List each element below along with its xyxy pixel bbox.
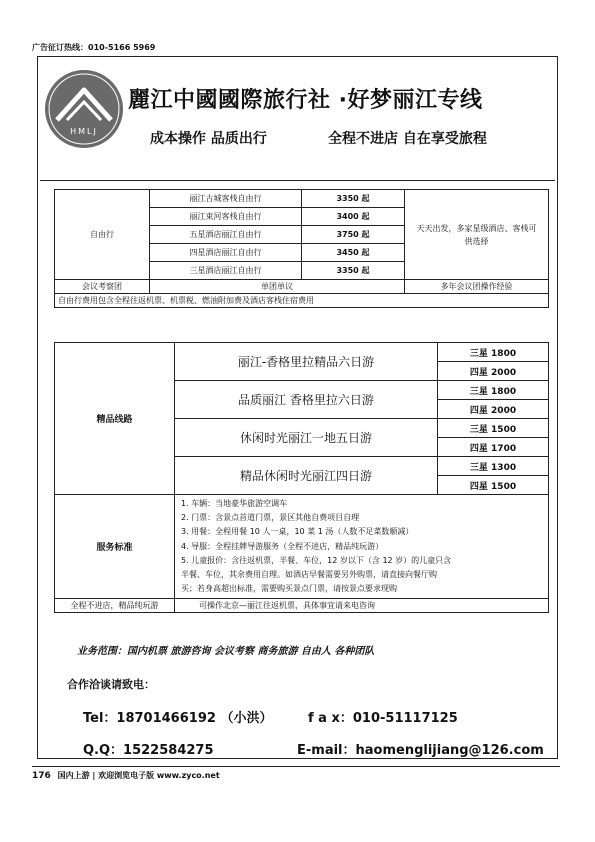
service-list xyxy=(175,495,549,599)
table-row xyxy=(55,294,549,308)
service-item: 4. 导服：全程挂牌导游服务（全程不进店，精品纯玩游） xyxy=(181,541,384,551)
qq-number: Q.Q：1522584275 xyxy=(83,743,214,758)
package-name: 丽江古城客栈自由行 xyxy=(150,190,302,208)
package-price: 3750 起 xyxy=(302,226,405,244)
service-item: 3. 用餐：全程用餐 10 人一桌，10 菜 1 汤（人数不足菜数顺减） xyxy=(181,527,414,537)
service-item: 买；若身高超出标准，需要购买景点门票，请按景点要求现购 xyxy=(181,584,397,594)
no-shopping-note: 全程不进店，精品纯玩游 xyxy=(55,599,175,613)
table-row xyxy=(55,280,549,294)
fee-note: 自由行费用包含全程往返机票、机票税、燃油附加费及酒店客栈住宿费用 xyxy=(55,294,549,308)
package-name: 四星酒店丽江自由行 xyxy=(150,244,302,262)
footer-text: 国内上游 | 欢迎浏览电子版 www.zyco.net xyxy=(57,771,220,780)
logo-mountain-icon xyxy=(43,68,125,150)
route-name: 休闲时光丽江一地五日游 xyxy=(175,419,438,457)
route-price: 四星 1500 xyxy=(438,476,549,495)
fax-number: f a x：010-51117125 xyxy=(308,711,458,726)
contact-heading: 合作洽谈请致电： xyxy=(67,678,155,691)
table-row xyxy=(55,495,549,599)
departure-note: 天天出发，多家星级酒店、客栈可供选择 xyxy=(405,190,549,280)
route-price: 三星 1800 xyxy=(438,381,549,400)
package-name: 丽江束河客栈自由行 xyxy=(150,208,302,226)
meeting-label: 会议考察团 xyxy=(55,280,150,294)
package-name: 三星酒店丽江自由行 xyxy=(150,262,302,280)
service-item: 2. 门票：含景点首道门票，景区其他自费项目自理 xyxy=(181,513,360,523)
route-name: 品质丽江 香格里拉六日游 xyxy=(175,381,438,419)
service-item: 5. 儿童报价：含往返机票，半餐、车位，12 岁以下（含 12 岁）的儿童只含 xyxy=(181,555,452,565)
page-footer xyxy=(32,770,220,781)
category-label: 自由行 xyxy=(55,190,150,280)
table-row xyxy=(55,190,549,208)
routes-table xyxy=(54,342,549,613)
ticket-note: 可操作北京—丽江往返机票，具体事宜请来电咨询 xyxy=(175,599,549,613)
service-item: 1. 车辆：当地豪华旅游空调车 xyxy=(181,499,288,508)
route-name: 丽江-香格里拉精品六日游 xyxy=(175,343,438,381)
ad-hotline: 广告征订热线：010-5166 5969 xyxy=(32,43,156,52)
service-label: 服务标准 xyxy=(55,495,175,599)
page-title: 麗江中國國際旅行社 ·好梦丽江专线 xyxy=(128,88,483,113)
single-label: 单团单议 xyxy=(150,280,405,294)
route-price: 四星 2000 xyxy=(438,362,549,381)
service-item: 半餐、车位，其余费用自理。如酒店早餐需要另外购票，请直接向餐厅购 xyxy=(181,570,437,580)
table-row xyxy=(55,599,549,613)
header-divider xyxy=(40,180,555,181)
package-price: 3400 起 xyxy=(302,208,405,226)
experience-label: 多年会议团操作经验 xyxy=(405,280,549,294)
business-scope: 业务范围：国内机票 旅游咨询 会议考察 商务旅游 自由人 各种团队 xyxy=(77,646,375,657)
route-price: 三星 1300 xyxy=(438,457,549,476)
slogan-right: 全程不进店 自在享受旅程 xyxy=(328,131,487,147)
logo-text: HMLJ xyxy=(70,127,98,136)
page-number: 176 xyxy=(32,771,51,781)
package-price: 3350 起 xyxy=(302,190,405,208)
route-price: 三星 1500 xyxy=(438,419,549,438)
package-price: 3450 起 xyxy=(302,244,405,262)
routes-label: 精品线路 xyxy=(55,343,175,495)
route-name: 精品休闲时光丽江四日游 xyxy=(175,457,438,495)
package-name: 五星酒店丽江自由行 xyxy=(150,226,302,244)
package-price: 3350 起 xyxy=(302,262,405,280)
slogan-left: 成本操作 品质出行 xyxy=(150,131,267,147)
route-price: 四星 2000 xyxy=(438,400,549,419)
email-address: E-mail：haomenglijiang@126.com xyxy=(297,743,544,758)
table-row xyxy=(55,343,549,362)
route-price: 四星 1700 xyxy=(438,438,549,457)
route-price: 三星 1800 xyxy=(438,343,549,362)
footer-divider xyxy=(32,766,560,767)
free-travel-table xyxy=(54,189,549,308)
phone-number: Tel：18701466192 （小洪） xyxy=(83,711,273,726)
